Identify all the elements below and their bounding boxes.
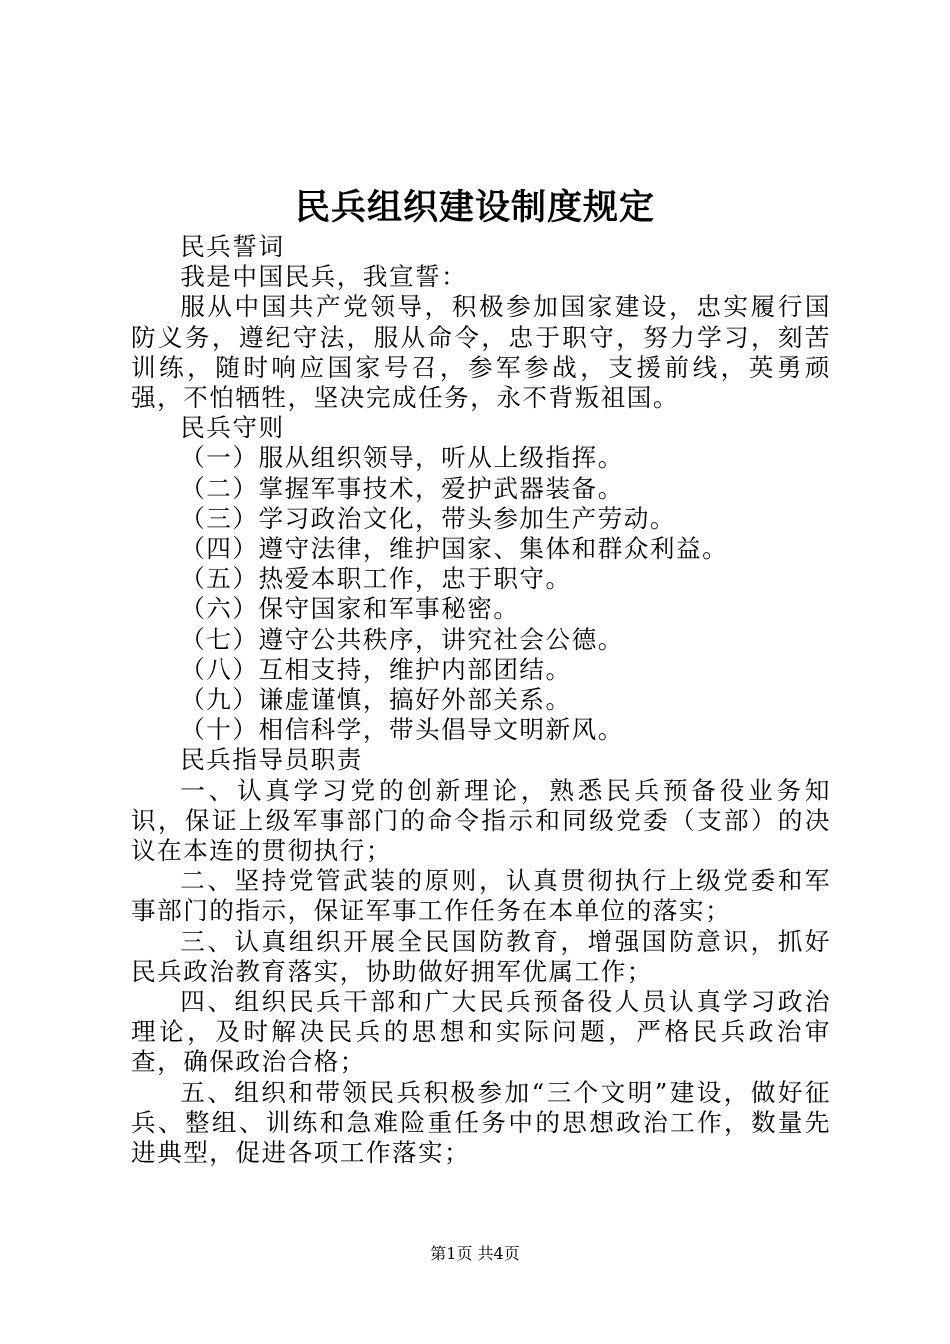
- paragraph-rule-9: （九）谦虚谨慎，搞好外部关系。: [180, 685, 572, 715]
- paragraph-duty-1: 一、认真学习党的创新理论，熟悉民兵预备役业务知识，保证上级军事部门的命令指示和同级党委（支部）的决议在本连的贯彻执行；: [131, 775, 831, 866]
- paragraph-duty-3: 三、认真组织开展全民国防教育，增强国防意识，抓好民兵政治教育落实，协助做好拥军优属工作；: [131, 926, 831, 986]
- paragraph-oath-heading: 民兵誓词: [180, 232, 285, 261]
- paragraph-rule-4: （四）遵守法律，维护国家、集体和群众利益。: [180, 534, 729, 564]
- paragraph-rule-3: （三）学习政治文化，带头参加生产劳动。: [180, 503, 676, 533]
- paragraph-duty-4: 四、组织民兵干部和广大民兵预备役人员认真学习政治理论，及时解决民兵的思想和实际问题，严格民兵政治审查，确保政治合格；: [131, 987, 831, 1077]
- page-footer: 第1页 共4页: [430, 1244, 520, 1263]
- paragraph-rules-heading: 民兵守则: [180, 413, 285, 443]
- paragraph-oath-intro: 我是中国民兵，我宣誓：: [180, 262, 468, 292]
- paragraph-rule-10: （十）相信科学，带头倡导文明新风。: [180, 715, 624, 745]
- paragraph-rule-2: （二）掌握军事技术，爱护武器装备。: [180, 473, 624, 503]
- document-body: [131, 232, 831, 1168]
- paragraph-duties-heading: 民兵指导员职责: [180, 745, 363, 775]
- paragraph-oath-text: 服从中国共产党领导，积极参加国家建设，忠实履行国防义务，遵纪守法，服从命令，忠于职守，努力学习，刻苦训练，随时响应国家号召，参军参战，支援前线，英勇顽强，不怕牺牲，坚决完成任务，永不背叛祖国。: [131, 292, 831, 413]
- paragraph-duty-2: 二、坚持党管武装的原则，认真贯彻执行上级党委和军事部门的指示，保证军事工作任务在本单位的落实；: [131, 866, 831, 926]
- paragraph-rule-1: （一）服从组织领导，听从上级指挥。: [180, 443, 624, 473]
- paragraph-duty-5: 五、组织和带领民兵积极参加“三个文明”建设，做好征兵、整组、训练和急难险重任务中的思想政治工作，数量先进典型，促进各项工作落实；: [131, 1077, 831, 1168]
- paragraph-rule-8: （八）互相支持，维护内部团结。: [180, 654, 572, 684]
- paragraph-rule-6: （六）保守国家和军事秘密。: [180, 594, 520, 624]
- paragraph-rule-7: （七）遵守公共秩序，讲究社会公德。: [180, 624, 624, 654]
- document-title: 民兵组织建设制度规定: [294, 188, 655, 228]
- paragraph-rule-5: （五）热爱本职工作，忠于职守。: [180, 564, 572, 594]
